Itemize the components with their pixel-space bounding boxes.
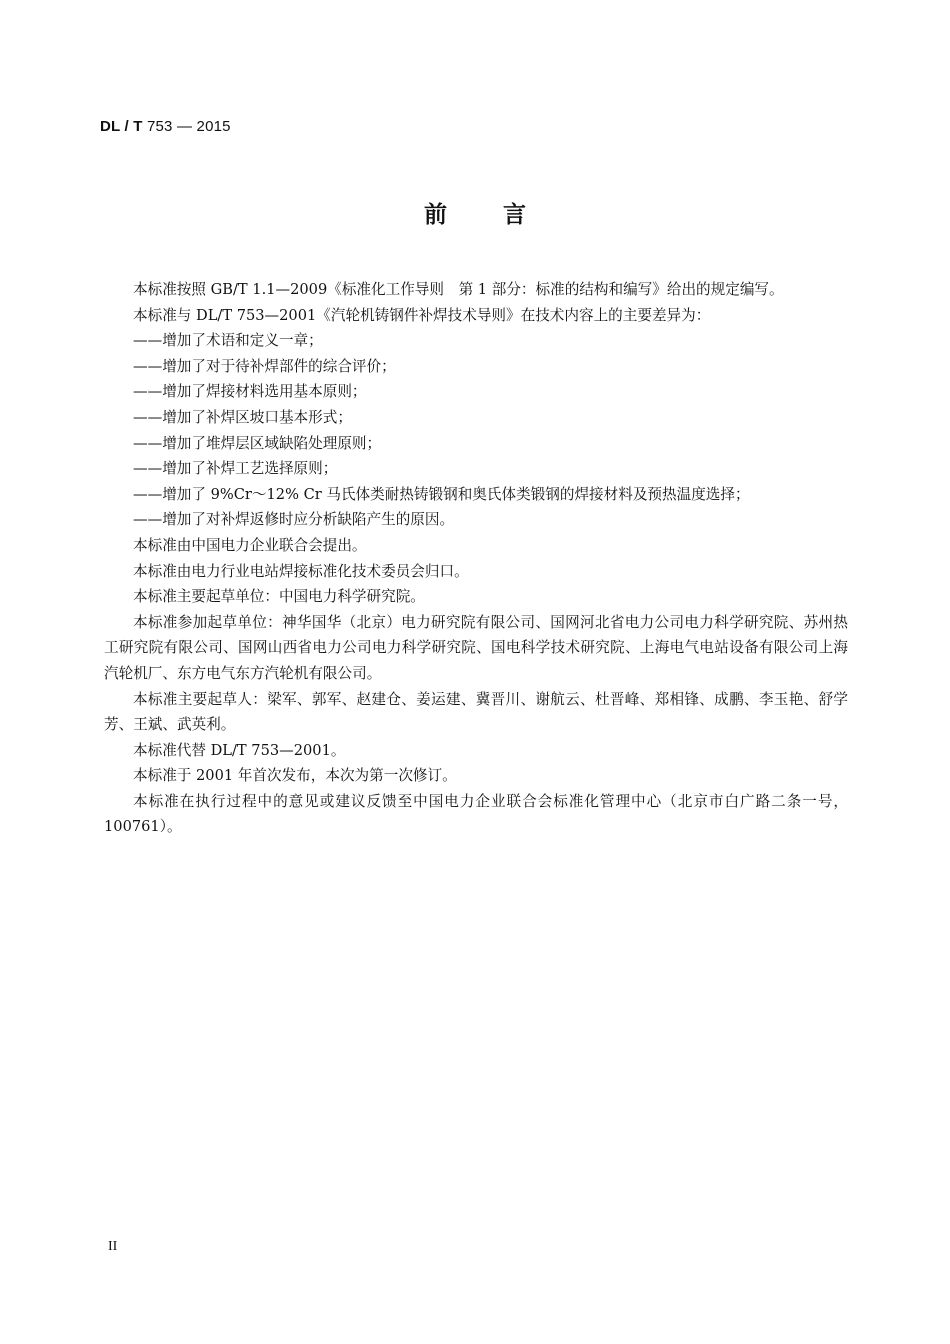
- paragraph: 本标准由中国电力企业联合会提出。: [133, 536, 367, 554]
- standard-code-prefix: DL / T: [100, 118, 143, 135]
- list-item: ——增加了对于待补焊部件的综合评价；: [133, 357, 396, 375]
- list-item: ——增加了对补焊返修时应分析缺陷产生的原因。: [133, 511, 455, 529]
- foreword-body: [104, 277, 848, 840]
- standard-code: [100, 118, 231, 135]
- list-item: ——增加了 9%Cr～12% Cr 马氏体类耐热铸锻钢和奥氏体类锻钢的焊接材料及预热温度选择；: [133, 485, 750, 503]
- paragraph: 本标准与 DL/T 753—2001《汽轮机铸钢件补焊技术导则》在技术内容上的主要差异为：: [133, 306, 711, 324]
- list-item: ——增加了焊接材料选用基本原则；: [133, 383, 367, 401]
- list-item: ——增加了补焊工艺选择原则；: [133, 460, 338, 478]
- page-title: 前言: [424, 202, 582, 228]
- page-number: II: [108, 1239, 118, 1254]
- paragraph: 本标准按照 GB/T 1.1—2009《标准化工作导则 第 1 部分：标准的结构和编写》给出的规定编写。: [133, 281, 784, 298]
- paragraph: 本标准在执行过程中的意见或建议反馈至中国电力企业联合会标准化管理中心（北京市白广路二条一号，100761）。: [104, 792, 848, 836]
- list-item: ——增加了术语和定义一章；: [133, 332, 323, 350]
- standard-code-number: 753 — 2015: [142, 118, 231, 135]
- list-item: ——增加了堆焊层区域缺陷处理原则；: [133, 434, 382, 452]
- paragraph: 本标准代替 DL/T 753—2001。: [133, 741, 346, 759]
- paragraph: 本标准由电力行业电站焊接标准化技术委员会归口。: [133, 562, 469, 580]
- paragraph: 本标准于 2001 年首次发布，本次为第一次修订。: [133, 767, 457, 785]
- paragraph: 本标准参加起草单位：神华国华（北京）电力研究院有限公司、国网河北省电力公司电力科学研究院、苏州热工研究院有限公司、国网山西省电力公司电力科学研究院、国电科学技术研究院、上海电气电站设备有限公司上海汽轮机厂、东方电气东方汽轮机有限公司。: [104, 613, 848, 682]
- paragraph: 本标准主要起草人：梁军、郭军、赵建仓、姜运建、冀晋川、谢航云、杜晋峰、郑相锋、成鹏、李玉艳、舒学芳、王斌、武英利。: [104, 690, 848, 734]
- list-item: ——增加了补焊区坡口基本形式；: [133, 408, 352, 426]
- paragraph: 本标准主要起草单位：中国电力科学研究院。: [133, 588, 425, 606]
